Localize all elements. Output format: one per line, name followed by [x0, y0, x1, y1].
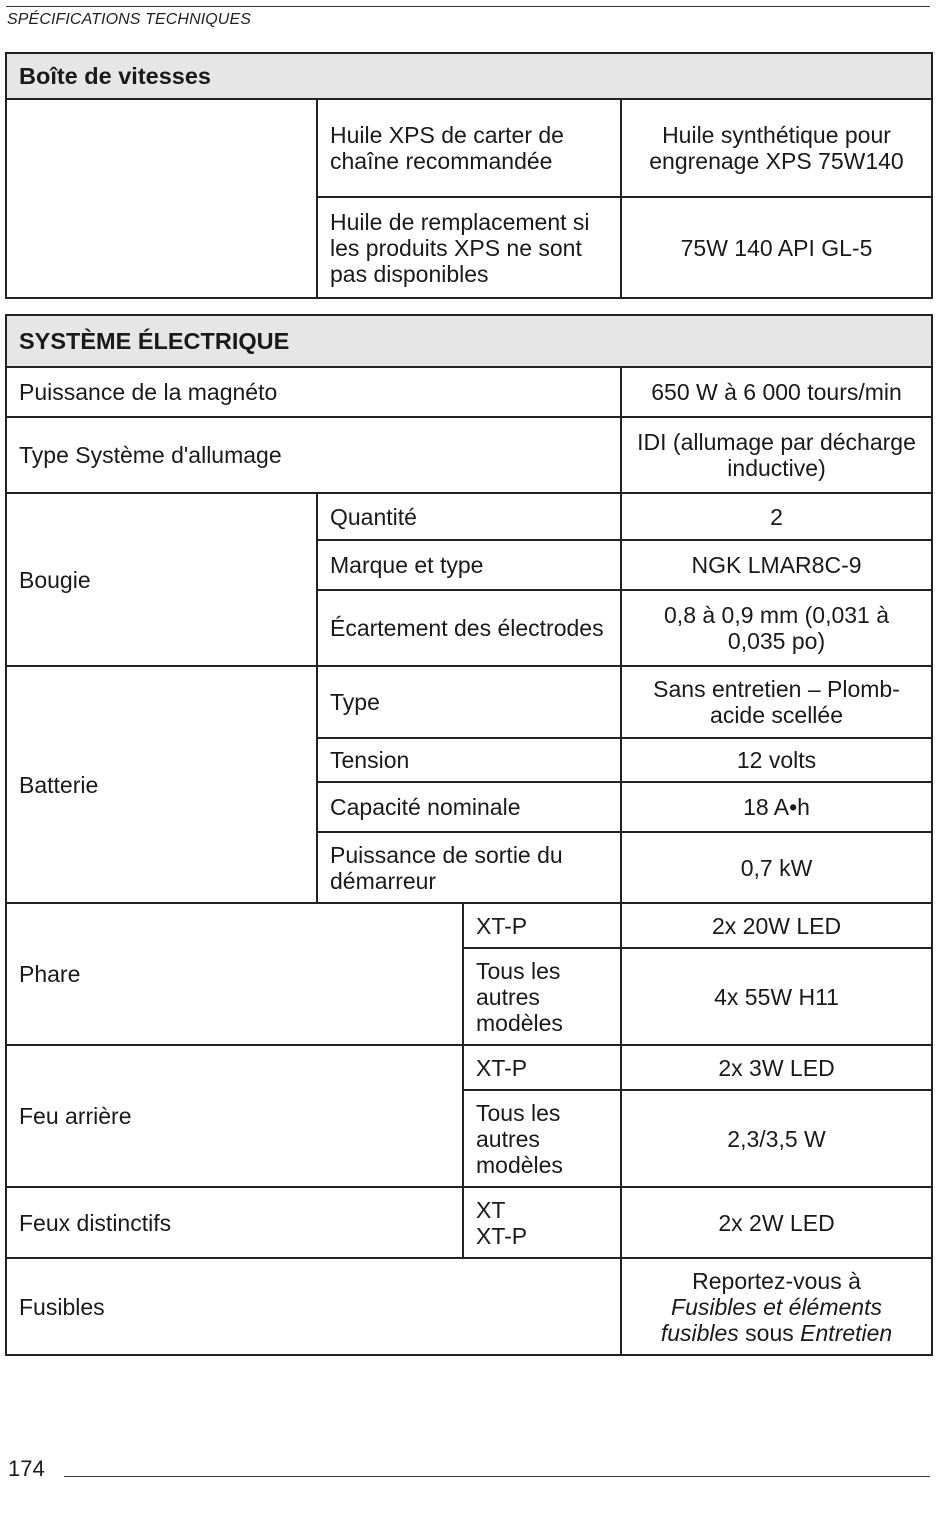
fuses-ref-chapter: Entretien [800, 1319, 893, 1346]
spark-plug-brand-value: NGK LMAR8C-9 [621, 540, 932, 590]
spark-plug-quantity-label: Quantité [317, 493, 621, 540]
electrical-spec-table [5, 314, 933, 1356]
spark-plug-quantity-value: 2 [621, 493, 932, 540]
recommended-oil-value: Huile synthétique pour engrenage XPS 75W140 [621, 99, 932, 197]
taillight-label: Feu arrière [6, 1045, 463, 1187]
electrical-section-title: SYSTÈME ÉLECTRIQUE [6, 315, 932, 367]
magneto-label: Puissance de la magnéto [6, 367, 621, 417]
marker-lights-model-xt: XT [476, 1196, 506, 1223]
header-rule [6, 6, 930, 7]
battery-voltage-value: 12 volts [621, 738, 932, 782]
spark-plug-gap-label: Écartement des électrodes [317, 590, 621, 666]
fuses-label: Fusibles [6, 1258, 621, 1355]
marker-lights-models [463, 1187, 621, 1258]
battery-type-label: Type [317, 666, 621, 738]
spark-plug-brand-label: Marque et type [317, 540, 621, 590]
table-row [6, 99, 932, 197]
starter-output-label: Puissance de sortie du démarreur [317, 832, 621, 903]
battery-type-value: Sans entretien – Plomb-acide scellée [621, 666, 932, 738]
taillight-value-others: 2,3/3,5 W [621, 1090, 932, 1187]
taillight-value-xtp: 2x 3W LED [621, 1045, 932, 1090]
ignition-label: Type Système d'allumage [6, 417, 621, 493]
fuses-ref-text: Reportez-vous à [692, 1267, 861, 1294]
headlight-value-others: 4x 55W H11 [621, 948, 932, 1045]
headlight-label: Phare [6, 903, 463, 1045]
table-row [6, 1258, 932, 1355]
battery-label: Batterie [6, 666, 317, 903]
headlight-model-xtp: XT-P [463, 903, 621, 948]
taillight-model-others: Tous les autres modèles [463, 1090, 621, 1187]
running-head: SPÉCIFICATIONS TECHNIQUES [7, 11, 252, 28]
table-row [6, 666, 932, 738]
gearbox-section-title: Boîte de vitesses [6, 53, 932, 99]
table-row [6, 367, 932, 417]
table-row [6, 493, 932, 540]
fuses-ref-section: Fusibles et éléments fusibles [660, 1293, 882, 1346]
headlight-value-xtp: 2x 20W LED [621, 903, 932, 948]
replacement-oil-value: 75W 140 API GL-5 [621, 197, 932, 298]
taillight-model-xtp: XT-P [463, 1045, 621, 1090]
spark-plug-gap-value: 0,8 à 0,9 mm (0,031 à 0,035 po) [621, 590, 932, 666]
empty-cell [6, 99, 317, 298]
replacement-oil-label: Huile de remplacement si les produits XPS ne sont pas disponibles [317, 197, 621, 298]
headlight-model-others: Tous les autres modèles [463, 948, 621, 1045]
battery-capacity-label: Capacité nominale [317, 782, 621, 832]
table-row [6, 903, 932, 948]
starter-output-value: 0,7 kW [621, 832, 932, 903]
fuses-ref-under: sous [738, 1319, 801, 1346]
battery-capacity-value: 18 A•h [621, 782, 932, 832]
table-row [6, 1045, 932, 1090]
marker-lights-model-xtp: XT-P [476, 1222, 528, 1249]
table-row [6, 417, 932, 493]
marker-lights-label: Feux distinctifs [6, 1187, 463, 1258]
marker-lights-value: 2x 2W LED [621, 1187, 932, 1258]
fuses-value [621, 1258, 932, 1355]
table-row [6, 1187, 932, 1258]
magneto-value: 650 W à 6 000 tours/min [621, 367, 932, 417]
footer-rule [64, 1476, 930, 1477]
ignition-value: IDI (allumage par décharge inductive) [621, 417, 932, 493]
gearbox-spec-table [5, 52, 933, 299]
battery-voltage-label: Tension [317, 738, 621, 782]
page-number: 174 [8, 1456, 45, 1481]
recommended-oil-label: Huile XPS de carter de chaîne recommandée [317, 99, 621, 197]
spark-plug-label: Bougie [6, 493, 317, 666]
